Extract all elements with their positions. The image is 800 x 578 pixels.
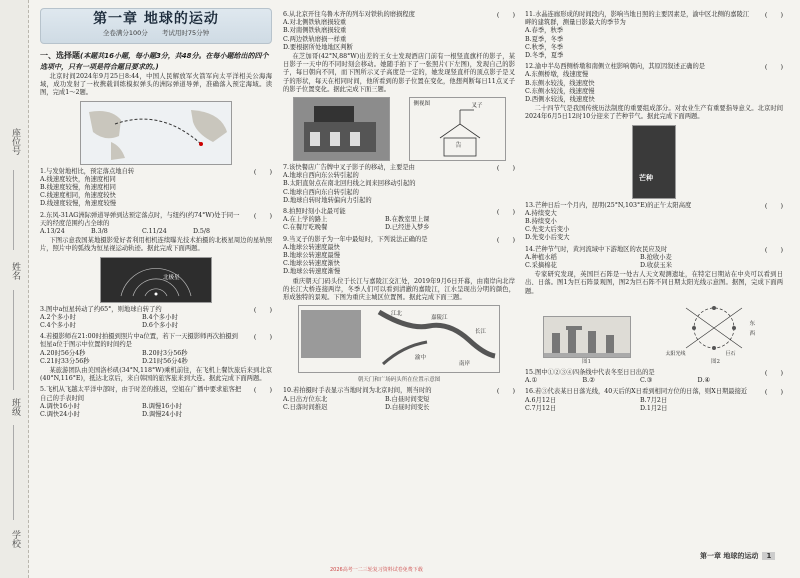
restaurant-photo (293, 97, 390, 161)
option-d: D.收获玉米 (640, 262, 673, 270)
answer-bracket: ( ) (496, 11, 515, 19)
option-a: A.6月12日 (525, 396, 557, 404)
option-c: C.东侧水较浅，线速度慢 (525, 87, 595, 95)
option-a: A.春季，秋季 (525, 27, 564, 35)
side-view-label: 侧视图 (413, 101, 431, 108)
answer-bracket: ( ) (496, 387, 515, 396)
question-11: 11.水晶连廊形成的时间段内，影响当地日照的主要因素是，渝中区北侧的嘉陵江畔的建筑群，测量日影最大的季节为 ( ) A.春季，秋季 B.夏季，冬季 C.秋季，冬季 D.冬季，夏季 (525, 11, 783, 60)
option-d: D.21时56分4秒 (142, 357, 188, 365)
option-a: A.种植水稻 (525, 253, 557, 261)
question-7: 7.该快餐店广告牌中叉子影子的移动，主要是由 ( ) A.地球自西向东公转引起的 B.太阳直射点在南北回归线之间来回移动引起的 C.地球自西向东自转引起的 D.地球自转时地转偏向力引起的 (283, 164, 515, 204)
map-label-jiangbei: 江北 (391, 311, 403, 318)
option-b: B.调慢16小时 (142, 402, 182, 410)
option-b: B.4个多小时 (142, 313, 178, 321)
option-a: A.持续变大 (525, 209, 557, 217)
option-b: B.抢收小麦 (640, 253, 672, 261)
option-d: D.1月2日 (640, 404, 668, 412)
answer-bracket: ( ) (253, 333, 272, 342)
option-d: D.④ (697, 377, 710, 385)
column-2 (283, 8, 515, 412)
poster-title: 芒种 (639, 172, 653, 182)
photo-inset (301, 310, 361, 358)
question-9: 9.当叉子的影子为一年中最短时，下列说法正确的是 ( ) A.地球公转速度最快 B.地球公转速度最慢 C.地球公转速度渐快 D.地球公转速度渐慢 (283, 235, 515, 276)
answer-bracket: ( ) (764, 388, 783, 397)
option-c: C.21时33分56秒 (40, 357, 90, 365)
missile-map-figure (80, 101, 232, 165)
q6-options (283, 19, 487, 52)
option-c: C.在餐厅吃晚餐 (283, 224, 328, 232)
option-d: D.调慢24小时 (142, 411, 183, 419)
q16-options (525, 397, 755, 413)
page-number: 1 (762, 552, 775, 560)
option-d: D.已经进入梦乡 (385, 224, 430, 232)
question-13: 13.芒种日后一个月内，昆明(25°N,103°E)的正午太阳高度 ( ) A.持续变大 B.持续变小 C.先变大后变小 D.先变小后变大 (525, 201, 783, 242)
option-c: C.地球公转速度渐快 (283, 260, 340, 268)
option-d: D.线速度较慢，角速度较慢 (40, 200, 117, 208)
missile-map (81, 102, 231, 164)
option-a: A.① (525, 377, 538, 385)
q10-options (283, 396, 487, 412)
answer-bracket: ( ) (764, 369, 783, 378)
q12-options (525, 71, 755, 104)
column-1 (40, 8, 272, 419)
option-a: A.地球公转速度最快 (283, 243, 340, 251)
option-b: B.20时3分56秒 (142, 349, 188, 357)
figure-1 (543, 316, 631, 366)
question-4: 4.若摄影师在21:00时拍摄到照片中a位置，若下一天摄影师再次拍摄到恒星a位于图示中位置的时间约是 ( ) A.20时56分4秒 B.20时3分56秒 C.21时33分56秒 D.21时56分4秒 (40, 333, 272, 365)
polaris-label: 北极星 (163, 274, 180, 281)
answer-bracket: ( ) (496, 235, 515, 244)
question-8: 8.拍照时刻小北最可能 ( ) A.在上学的路上 B.在教室里上课 C.在餐厅吃晚餐 D.已经进入梦乡 (283, 208, 515, 232)
option-a: A.20时56分4秒 (40, 349, 86, 357)
option-a: A.在上学的路上 (283, 216, 328, 224)
option-a: A.调快16小时 (40, 402, 80, 410)
name-label: 姓名 (10, 262, 20, 280)
page-footer (700, 551, 775, 561)
full-score: 全卷满分100分 (102, 29, 148, 37)
q8-options (283, 216, 487, 232)
q2-options (40, 228, 244, 236)
option-b: B.对南侧铁轨磨损较重 (283, 27, 347, 35)
question-14: 14.芒种节气时，黄河流域中下游地区的农民应及时 ( ) A.种植水稻 B.抢收小麦 C.采摘棉花 D.收获玉米 (525, 245, 783, 270)
option-b: B.在教室里上课 (385, 216, 430, 224)
intro-d: 在芝加哥(42°N,88°W)出差的王女士发现酒店门前有一根竖直旗杆的影子，某日影子一天中的不同时刻会移动。她随手拍下了一张照片(下左图)，发现自己的影子，每日朝向不同，而下图所示叉子高度是一定的，她发现竖直杆的顶点影子是叉子的形状，每天在相同时间，他所看到的影子位置在变化，他想判断每日11点叉子的影子位置变化。据此完成下面三题。 (283, 53, 515, 93)
option-b: B.地球公转速度最慢 (283, 252, 341, 260)
star-trail-photo (100, 257, 212, 303)
q5-options (40, 403, 244, 419)
name-line (13, 290, 14, 390)
q14-options (525, 254, 755, 270)
intro-a: 北京时间2024年9月25日8:44，中国人民解放军火箭军向太平洋相关公海海域，成功发射了一枚携载训练模拟弹头的洲际弹道导弹，准确落入预定海域。读图，完成1～2题。 (40, 73, 272, 97)
option-a: A.2个多小时 (40, 313, 76, 321)
question-15: 15.图中①②③④四条线中代表冬至日日出的是 ( ) A.① B.② C.③ D.④ (525, 369, 783, 385)
question-1: 1.与发射地相比，预定落点地自转 ( ) A.线速度较快，角速度相同 B.线速度较慢，角速度相同 C.线速度相同，角速度较快 D.线速度较慢，角速度较慢 (40, 167, 272, 208)
option-d: D.地球公转速度渐慢 (283, 268, 341, 276)
figure-2-caption: 图2 (711, 358, 720, 365)
class-line (13, 425, 14, 520)
seat-label: 座位号 (10, 128, 20, 155)
option-d: D.地球自转时地转偏向力引起的 (283, 196, 372, 204)
option-c: C.两边铁轨磨损一样重 (283, 35, 347, 43)
option-b: B.东侧水较浅，线速度快 (525, 79, 595, 87)
option-c: C.地球自西向东自转引起的 (283, 188, 359, 196)
question-3: 3.图中a恒星转动了约65°，则地球自转了约 ( ) A.2个多小时 B.4个多小时 C.4个多小时 D.6个多小时 (40, 305, 272, 330)
answer-bracket: ( ) (496, 164, 515, 173)
option-d: D.要根据所处地地区判断 (283, 43, 353, 51)
answer-bracket: ( ) (764, 201, 783, 210)
class-label: 班级 (10, 398, 20, 416)
answer-bracket: ( ) (253, 211, 272, 220)
q1-options (40, 176, 244, 209)
map-label-nanan: 南岸 (459, 361, 471, 368)
figure-2 (666, 298, 766, 366)
stonehenge-sketch (544, 317, 630, 357)
option-b: B.3/8 (91, 228, 108, 236)
option-c: C.先变大后变小 (525, 226, 570, 234)
option-b: B.线速度较慢，角速度相同 (40, 184, 116, 192)
school-label: 学校 (10, 530, 20, 548)
exam-meta (41, 29, 271, 37)
option-c: C.③ (640, 377, 653, 385)
map-label-jialing: 嘉陵江 (431, 315, 448, 322)
option-d: D.冬季，夏季 (525, 52, 564, 60)
q13-options (525, 210, 755, 243)
q15-options (525, 377, 755, 385)
stonehenge-figures (525, 298, 783, 366)
column-3 (525, 8, 783, 413)
map-label-yuzhong: 渝中 (415, 355, 427, 362)
option-c: C.秋季，冬季 (525, 43, 564, 51)
sunlight-label: 太阳光线 (665, 350, 686, 357)
figure-1-caption: 图1 (582, 358, 591, 365)
option-a: A.对北侧铁轨磨损较重 (283, 19, 347, 27)
option-d: D.白昼时间变长 (385, 403, 430, 411)
stonehenge-photo (543, 316, 631, 358)
fork-label: 叉子 (471, 103, 483, 110)
option-d: D.6个多小时 (142, 322, 179, 330)
intro-g: 专家研究发现，英国巨石阵是一处古人天文观测遗址，在特定日期站在中央可以看到日出、日落。图1为巨石阵景观图，图2为巨石阵不同日期太阳光线示意图。据图，完成下面两题。 (525, 271, 783, 295)
seat-line (13, 170, 14, 250)
intro-b: 下图示意我国某地摄影爱好者利用相机连续曝光技术拍摄的北极星周边的星轨照片，照片中的弧线为恒星视运动轨迹。据此完成下面两题。 (40, 237, 272, 253)
option-d: D.5/8 (193, 228, 210, 236)
option-b: B.夏季，冬季 (525, 35, 564, 43)
q11-options (525, 27, 755, 60)
option-a: A.日出方位东北 (283, 395, 328, 403)
chongqing-map-caption: 朝天门和广场码头所在位置示意图 (357, 377, 441, 384)
option-b: B.② (582, 377, 595, 385)
option-d: D.先变小后变大 (525, 234, 570, 242)
option-c: C.线速度相同，角速度较快 (40, 192, 116, 200)
q9-options (283, 244, 487, 277)
answer-bracket: ( ) (253, 167, 272, 176)
exam-time: 考试用时75分钟 (161, 29, 210, 37)
intro-c: 某旅游团队由美国洛杉矶(34°N,118°W)乘机前往，在飞机上餐饮旅后来到北京(40°N,116°E)，抵达北京后，来自韩国的旅客旅来到大连。据此完成下面两题。 (40, 367, 272, 383)
option-d: D.西侧水较浅，线速度快 (525, 96, 595, 104)
binding-strip (0, 0, 29, 578)
option-c: C.日落时间推迟 (283, 403, 328, 411)
option-a: A.东侧桥墩，线速度慢 (525, 71, 589, 79)
option-c: C.11/24 (142, 228, 167, 236)
option-c: C.调快24小时 (40, 411, 80, 419)
option-b: B.白昼时间变短 (385, 395, 430, 403)
section-title: 一、选择题(本题共16小题，每小题3分，共48分。在每小题给出的四个选项中，只有一项是符合题目要求的。) (40, 51, 269, 71)
mangzhong-poster (632, 125, 676, 199)
answer-bracket: ( ) (764, 63, 783, 72)
answer-bracket: ( ) (764, 11, 783, 19)
east-label: 东 (749, 320, 756, 327)
question-6: 6.从北京开往乌鲁木齐的列车对铁轨的磨损程度 ( ) A.对北侧铁轨磨损较重 B.对南侧铁轨磨损较重 C.两边铁轨磨损一样重 D.要根据所处地地区判断 (283, 11, 515, 51)
option-c: C.采摘棉花 (525, 262, 557, 270)
shop-label: 告 (455, 142, 462, 150)
question-16: 16.若③代表某日日落光线，40天后的X日看到相同方位的日落，则X日期最接近 ( ) A.6月12日 B.7月2日 C.7月12日 D.1月2日 (525, 388, 783, 412)
option-c: C.7月12日 (525, 404, 557, 412)
question-2: 2.东风-31AG洲际弹道导弹到达预定落点时，与纽约(约74°W)处于同一天的经度范围约占全球的 ( ) A.13/24 B.3/8 C.11/24 D.5/8 (40, 211, 272, 236)
impact-point (199, 142, 203, 146)
restaurant-sketch (294, 98, 389, 160)
option-b: B.持续变小 (525, 218, 557, 226)
question-12: 12.渝中半岛西侧桥墩和南侧立柱影响朝向，其原因叙述正确的是 ( ) A.东侧桥墩，线速度慢 B.东侧水较浅，线速度快 C.东侧水较浅，线速度慢 D.西侧水较浅，线速度快 (525, 63, 783, 104)
polaris-dot (155, 292, 158, 295)
option-a: A.13/24 (40, 228, 65, 236)
restaurant-figures (283, 97, 515, 161)
chapter-title: 第一章 地球的运动 (93, 11, 219, 27)
option-b: B.7月2日 (640, 396, 668, 404)
sun-direction-diagram (666, 298, 766, 358)
option-a: A.线速度较快，角速度相同 (40, 175, 116, 183)
stone-label: 巨石 (725, 350, 736, 357)
q7-options (283, 172, 487, 205)
option-b: B.太阳直射点在南北回归线之间来回移动引起的 (283, 180, 416, 188)
west-label: 西 (749, 330, 756, 337)
q3-options (40, 314, 244, 330)
answer-bracket: ( ) (253, 386, 272, 395)
download-note: 2026高考一二三轮复习资料试卷免费下载 (330, 567, 423, 573)
answer-bracket: ( ) (496, 208, 515, 217)
intro-f: 二十四节气是我国传统历法制度的重要组成部分。对农业生产有重要指导意义。北京时间2024年6月5日12时10分迎来了芒种节气。据此完成下面两题。 (525, 105, 783, 121)
option-c: C.4个多小时 (40, 322, 76, 330)
question-5: 5.飞机从飞越太平洋中部时，由于时差的推迟，空姐在广播中要求旅客把自己的手表时间 ( ) A.调快16小时 B.调慢16小时 C.调快24小时 D.调慢24小时 (40, 386, 272, 419)
q4-options (40, 350, 244, 366)
star-trails (101, 258, 211, 302)
answer-bracket: ( ) (253, 305, 272, 314)
intro-e: 重庆朝天门码头位于长江与嘉陵江交汇处，2019年9月6日开幕，由南岸向北岸的长江大桥连接两岸，冬季人们可以看到清澈的嘉陵江，江水呈现出分明的颜色，形成独特的景观。下图为重庆主城区位置图。据此完成下面三题。 (283, 277, 515, 302)
question-10: 10.若拍摄时手表显示当地时间为北京时间，则当时的 ( ) A.日出方位东北 B.白昼时间变短 C.日落时间推迟 D.白昼时间变长 (283, 387, 515, 411)
side-view-diagram (409, 97, 506, 161)
map-label-changjiang: 长江 (475, 329, 487, 336)
chapter-header (40, 8, 272, 44)
option-a: A.地球自西向东公转引起的 (283, 172, 359, 180)
chongqing-map-figure (298, 305, 500, 373)
footer-chapter: 第一章 地球的运动 (700, 552, 759, 560)
answer-bracket: ( ) (764, 245, 783, 254)
